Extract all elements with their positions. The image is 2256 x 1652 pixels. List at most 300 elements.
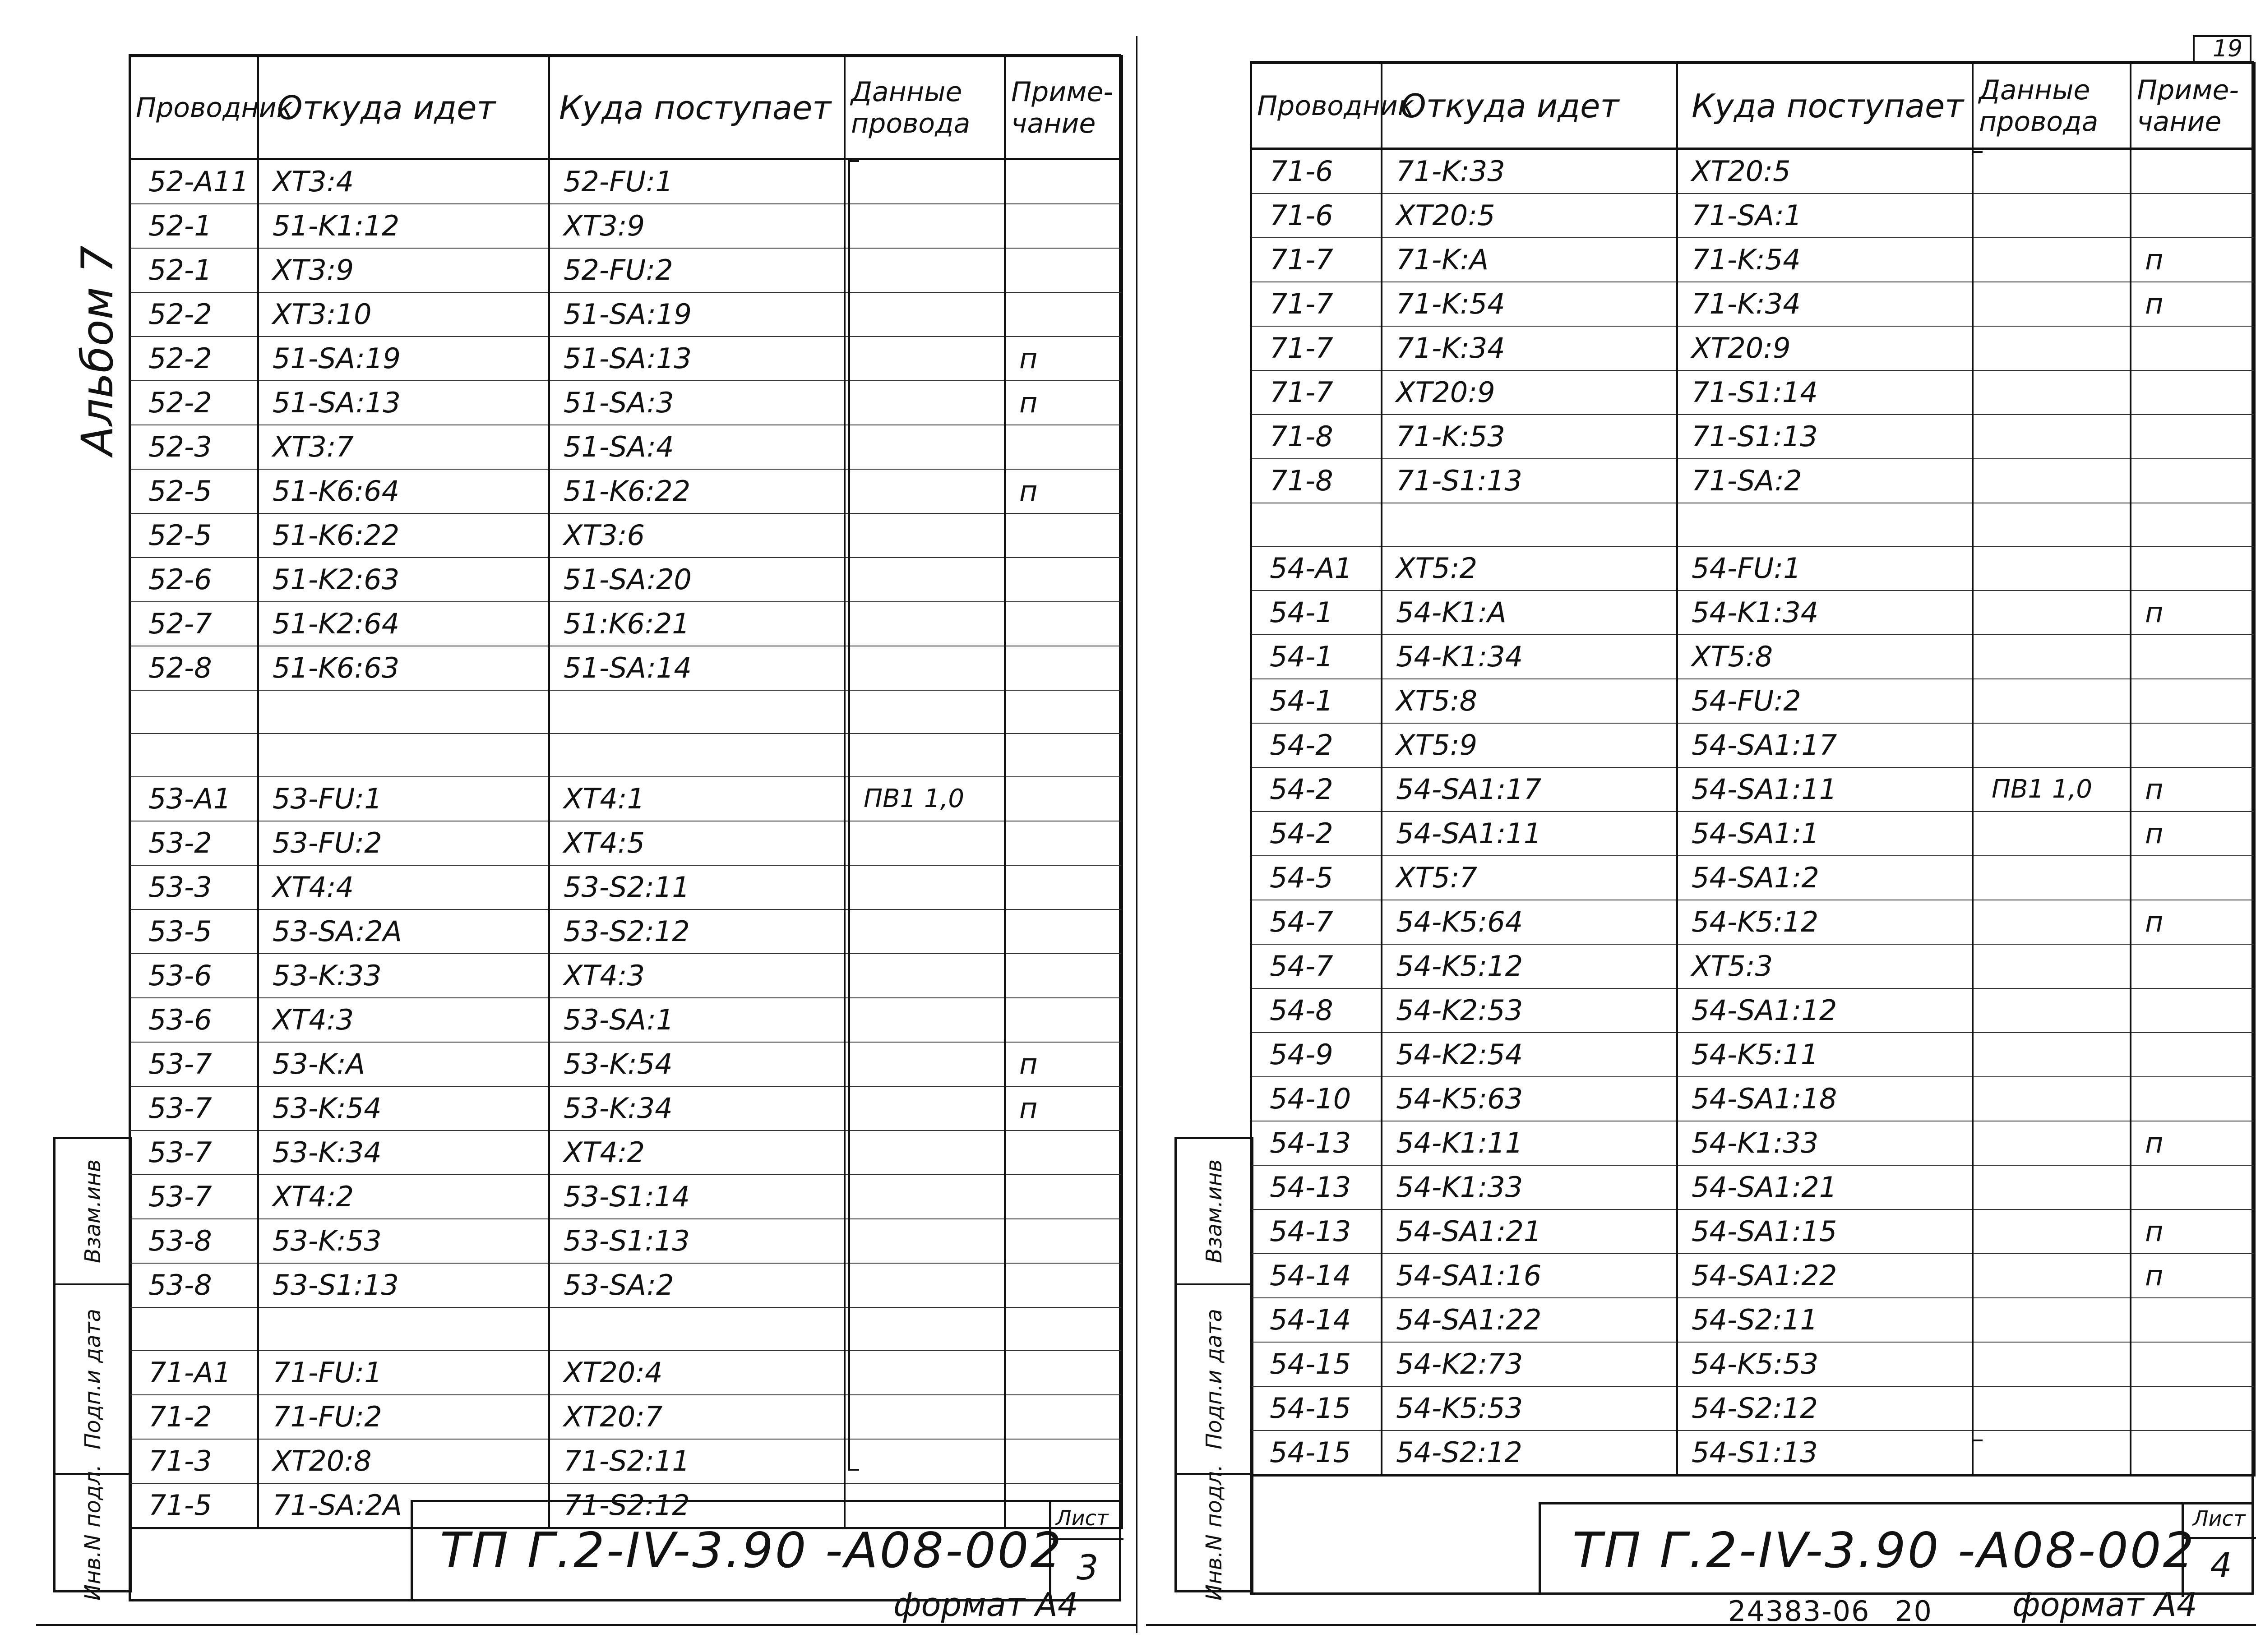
cell-wire-data <box>845 1042 1005 1086</box>
cell-wire-data <box>1973 1254 2131 1298</box>
cell-from: 53-K:53 <box>258 1219 549 1263</box>
cell-from: XT5:7 <box>1382 856 1677 900</box>
cell-from: 53-S1:13 <box>258 1263 549 1307</box>
cell-wire-data <box>1973 370 2131 415</box>
cell-conductor: 54-9 <box>1251 1033 1382 1077</box>
cell-from: 71-K:A <box>1382 238 1677 282</box>
table-row <box>129 292 1122 337</box>
cell-wire-data <box>845 998 1005 1042</box>
cell-to: 51-SA:19 <box>549 292 845 337</box>
cell-to: XT3:6 <box>549 513 845 558</box>
cell-note <box>2131 723 2255 767</box>
cell-conductor: 71-5 <box>129 1483 258 1528</box>
cell-to: 53-S2:12 <box>549 909 845 954</box>
cell-from: 51-K6:63 <box>258 646 549 690</box>
table-row <box>1251 900 2255 944</box>
table-row <box>129 1042 1122 1086</box>
header-note: Приме-чание <box>2131 63 2255 149</box>
table-row <box>129 513 1122 558</box>
cell-from: 54-K1:A <box>1382 591 1677 635</box>
cell-to: 51-SA:13 <box>549 337 845 381</box>
cell-from: 71-K:53 <box>1382 415 1677 459</box>
cell-conductor: 71-7 <box>1251 370 1382 415</box>
cell-note <box>1005 1439 1122 1483</box>
cell-to: XT4:2 <box>549 1131 845 1175</box>
cell-to: XT5:3 <box>1677 944 1973 988</box>
cell-conductor: 54-13 <box>1251 1121 1382 1165</box>
cell-wire-data <box>845 690 1005 734</box>
cell-from: 51-K2:63 <box>258 558 549 602</box>
cell-wire-data <box>1973 723 2131 767</box>
table-row <box>1251 415 2255 459</box>
cell-conductor <box>129 734 258 777</box>
table-row <box>1251 459 2255 503</box>
cell-wire-data <box>1973 1077 2131 1121</box>
cell-wire-data <box>845 381 1005 425</box>
cell-wire-data <box>845 513 1005 558</box>
cell-to: 53-SA:2 <box>549 1263 845 1307</box>
cell-from: XT4:2 <box>258 1175 549 1219</box>
cell-from: 51-SA:13 <box>258 381 549 425</box>
document-code: ТП Г.2-IV-3.90 -А08-002 <box>440 1523 1063 1579</box>
cell-note <box>2131 194 2255 238</box>
table-row <box>1251 856 2255 900</box>
cell-from: XT4:3 <box>258 998 549 1042</box>
cell-to: XT20:7 <box>549 1395 845 1439</box>
cell-wire-data: ПВ1 1,0 <box>845 777 1005 821</box>
table-row <box>1251 812 2255 856</box>
cell-conductor: 52-1 <box>129 204 258 248</box>
table-row <box>129 646 1122 690</box>
cell-from: 54-K1:11 <box>1382 1121 1677 1165</box>
cell-to: XT4:3 <box>549 954 845 998</box>
cell-from: XT20:5 <box>1382 194 1677 238</box>
title-block <box>1539 1502 2254 1595</box>
table-row <box>129 337 1122 381</box>
table-row <box>129 734 1122 777</box>
cell-note <box>1005 1131 1122 1175</box>
cell-wire-data <box>845 1219 1005 1263</box>
cell-to: 71-K:34 <box>1677 282 1973 326</box>
cell-from <box>1382 503 1677 546</box>
cell-conductor: 71-7 <box>1251 238 1382 282</box>
cell-conductor: 52-A11 <box>129 159 258 204</box>
cell-note <box>1005 248 1122 292</box>
cell-to: 54-K1:34 <box>1677 591 1973 635</box>
sheet-label: Лист <box>2193 1506 2246 1531</box>
cell-to <box>549 690 845 734</box>
cell-wire-data <box>1973 812 2131 856</box>
side-cell-inventory: Инв.N подл. <box>55 1473 130 1590</box>
cell-wire-data <box>845 1263 1005 1307</box>
table-row <box>1251 149 2255 194</box>
table-row <box>1251 988 2255 1033</box>
cell-note <box>1005 1263 1122 1307</box>
sheet-label: Лист <box>1056 1506 1109 1530</box>
bottom-edge <box>1146 1624 2256 1626</box>
cell-wire-data <box>1973 1386 2131 1431</box>
cell-to: 51-SA:4 <box>549 425 845 469</box>
header-to: Куда поступает <box>549 56 845 159</box>
cell-conductor: 54-7 <box>1251 944 1382 988</box>
cell-from: 54-SA1:17 <box>1382 767 1677 812</box>
cell-to: 54-K5:12 <box>1677 900 1973 944</box>
cell-to: 54-SA1:15 <box>1677 1209 1973 1254</box>
cell-wire-data <box>1973 635 2131 679</box>
cell-conductor: 52-2 <box>129 292 258 337</box>
cell-conductor: 52-7 <box>129 602 258 646</box>
cell-note <box>2131 546 2255 591</box>
archive-number: 24383-06 <box>1728 1595 1870 1628</box>
cell-to: 54-SA1:12 <box>1677 988 1973 1033</box>
side-cell-signature: Подп.и дата <box>55 1283 130 1473</box>
cell-conductor: 53-7 <box>129 1131 258 1175</box>
cell-from: 51-SA:19 <box>258 337 549 381</box>
cell-wire-data <box>1973 546 2131 591</box>
cell-note <box>1005 558 1122 602</box>
cell-from: XT20:9 <box>1382 370 1677 415</box>
cell-from: 51-K6:64 <box>258 469 549 513</box>
table-row <box>129 1307 1122 1351</box>
cell-from: 53-SA:2A <box>258 909 549 954</box>
cell-to: 54-K5:53 <box>1677 1342 1973 1386</box>
cell-from: XT3:4 <box>258 159 549 204</box>
cell-to: 51:K6:21 <box>549 602 845 646</box>
cell-from: 54-K2:73 <box>1382 1342 1677 1386</box>
cell-from: 54-K5:12 <box>1382 944 1677 988</box>
cell-note: п <box>2131 1254 2255 1298</box>
cell-note: п <box>2131 238 2255 282</box>
cell-to: XT4:1 <box>549 777 845 821</box>
cell-wire-data <box>845 469 1005 513</box>
cell-from: 53-FU:2 <box>258 821 549 865</box>
cell-conductor: 54-2 <box>1251 723 1382 767</box>
cell-conductor: 52-8 <box>129 646 258 690</box>
cell-conductor: 54-13 <box>1251 1209 1382 1254</box>
cell-conductor: 54-A1 <box>1251 546 1382 591</box>
cell-note <box>1005 1395 1122 1439</box>
cell-to: 54-SA1:22 <box>1677 1254 1973 1298</box>
cell-from: 71-K:54 <box>1382 282 1677 326</box>
table-row <box>129 469 1122 513</box>
cell-note <box>1005 1175 1122 1219</box>
cell-to: 53-S2:11 <box>549 865 845 909</box>
table-row <box>129 1175 1122 1219</box>
cell-to: 53-K:34 <box>549 1086 845 1131</box>
cell-to: 53-K:54 <box>549 1042 845 1086</box>
cell-note <box>1005 1219 1122 1263</box>
cell-from: 54-SA1:11 <box>1382 812 1677 856</box>
cell-to: XT4:5 <box>549 821 845 865</box>
cell-conductor: 52-5 <box>129 513 258 558</box>
cell-conductor: 54-2 <box>1251 767 1382 812</box>
header-from: Откуда идет <box>258 56 549 159</box>
cell-note <box>1005 954 1122 998</box>
table-row <box>1251 723 2255 767</box>
cell-wire-data <box>1973 1342 2131 1386</box>
cell-conductor: 53-5 <box>129 909 258 954</box>
table-row <box>1251 635 2255 679</box>
cell-wire-data <box>845 292 1005 337</box>
table-row <box>1251 1386 2255 1431</box>
wiring-table <box>1250 62 2256 1477</box>
cell-from: 71-FU:2 <box>258 1395 549 1439</box>
cell-note <box>2131 679 2255 723</box>
cell-note <box>2131 370 2255 415</box>
cell-conductor: 54-15 <box>1251 1431 1382 1476</box>
cell-conductor: 71-8 <box>1251 459 1382 503</box>
cell-conductor: 53-3 <box>129 865 258 909</box>
table-row <box>129 602 1122 646</box>
cell-conductor <box>129 1307 258 1351</box>
table-row <box>1251 1342 2255 1386</box>
table-row <box>129 690 1122 734</box>
table-row <box>1251 944 2255 988</box>
cell-wire-data <box>1973 503 2131 546</box>
table-row <box>1251 1077 2255 1121</box>
cell-wire-data <box>845 159 1005 204</box>
cell-conductor: 54-15 <box>1251 1386 1382 1431</box>
cell-to: 71-S2:11 <box>549 1439 845 1483</box>
cell-note <box>1005 1307 1122 1351</box>
cell-to: 54-SA1:18 <box>1677 1077 1973 1121</box>
cell-wire-data <box>845 1307 1005 1351</box>
cell-to: 53-SA:1 <box>549 998 845 1042</box>
cell-from: XT3:9 <box>258 248 549 292</box>
cell-note <box>2131 944 2255 988</box>
cell-from: 53-K:34 <box>258 1131 549 1175</box>
cell-note <box>1005 1351 1122 1395</box>
side-strip <box>53 1137 132 1601</box>
side-cell-replacement: Взам.инв <box>80 1159 106 1264</box>
cell-wire-data <box>845 1395 1005 1439</box>
cell-conductor: 71-3 <box>129 1439 258 1483</box>
cell-note <box>2131 1165 2255 1209</box>
cell-note: п <box>1005 1042 1122 1086</box>
cell-to: XT5:8 <box>1677 635 1973 679</box>
cell-conductor <box>1251 503 1382 546</box>
table-row <box>129 248 1122 292</box>
cell-wire-data <box>1973 149 2131 194</box>
cell-from: 54-K1:33 <box>1382 1165 1677 1209</box>
table-row <box>129 1395 1122 1439</box>
table-row <box>1251 1298 2255 1342</box>
cell-note <box>2131 635 2255 679</box>
cell-conductor: 54-1 <box>1251 635 1382 679</box>
table-row <box>129 865 1122 909</box>
bottom-edge <box>36 1624 1137 1626</box>
cell-to: 52-FU:2 <box>549 248 845 292</box>
header-conductor: Проводник <box>1251 63 1382 149</box>
cell-conductor <box>129 690 258 734</box>
cell-wire-data <box>845 1086 1005 1131</box>
cell-wire-data <box>845 425 1005 469</box>
cell-to: 54-SA1:17 <box>1677 723 1973 767</box>
archive-page: 20 <box>1895 1595 1932 1628</box>
table-row <box>1251 238 2255 282</box>
header-conductor: Проводник <box>129 56 258 159</box>
cell-note <box>2131 503 2255 546</box>
cell-from: 54-S2:12 <box>1382 1431 1677 1476</box>
cell-wire-data <box>1973 900 2131 944</box>
wiring-table <box>129 55 1123 1529</box>
cell-note: п <box>1005 469 1122 513</box>
table-row <box>1251 591 2255 635</box>
side-strip <box>1174 1137 1253 1601</box>
table-row <box>129 1219 1122 1263</box>
cell-wire-data: ПВ1 1,0 <box>1973 767 2131 812</box>
cell-conductor: 53-8 <box>129 1219 258 1263</box>
cell-from: 54-SA1:22 <box>1382 1298 1677 1342</box>
cell-from: 53-FU:1 <box>258 777 549 821</box>
table-row <box>129 1351 1122 1395</box>
cell-from: XT5:9 <box>1382 723 1677 767</box>
side-cell-replacement: Взам.инв <box>1201 1159 1227 1264</box>
cell-to: 71-SA:1 <box>1677 194 1973 238</box>
cell-to: 71-S2:12 <box>549 1483 845 1528</box>
cell-note <box>2131 326 2255 370</box>
table-row <box>1251 503 2255 546</box>
table-row <box>129 1086 1122 1131</box>
cell-conductor: 53-7 <box>129 1175 258 1219</box>
cell-conductor: 54-8 <box>1251 988 1382 1033</box>
cell-to: XT3:9 <box>549 204 845 248</box>
table-row <box>129 777 1122 821</box>
cell-note: п <box>1005 337 1122 381</box>
cell-to: 51-K6:22 <box>549 469 845 513</box>
cell-conductor: 71-A1 <box>129 1351 258 1395</box>
cell-note <box>2131 415 2255 459</box>
album-label: Альбом 7 <box>72 245 123 456</box>
cell-note <box>1005 204 1122 248</box>
cell-to: 54-SA1:2 <box>1677 856 1973 900</box>
cell-conductor: 71-2 <box>129 1395 258 1439</box>
cell-conductor: 53-7 <box>129 1086 258 1131</box>
cell-to: 51-SA:3 <box>549 381 845 425</box>
cell-note <box>1005 646 1122 690</box>
cell-from: 54-SA1:16 <box>1382 1254 1677 1298</box>
header-to: Куда поступает <box>1677 63 1973 149</box>
cell-note <box>1005 865 1122 909</box>
cell-conductor: 52-3 <box>129 425 258 469</box>
side-cell-inventory: Инв.N подл. <box>1177 1473 1251 1590</box>
cell-note: п <box>2131 767 2255 812</box>
page-number-box <box>2193 35 2251 63</box>
cell-from: 51-K1:12 <box>258 204 549 248</box>
table-row <box>129 909 1122 954</box>
cell-to: 71-K:54 <box>1677 238 1973 282</box>
cell-wire-data <box>845 1439 1005 1483</box>
cell-to: 54-S2:11 <box>1677 1298 1973 1342</box>
table-row <box>129 204 1122 248</box>
cell-conductor: 54-7 <box>1251 900 1382 944</box>
cell-conductor: 54-1 <box>1251 679 1382 723</box>
cell-wire-data <box>1973 591 2131 635</box>
table-row <box>129 381 1122 425</box>
cell-conductor: 53-2 <box>129 821 258 865</box>
cell-wire-data <box>845 248 1005 292</box>
cell-from <box>258 690 549 734</box>
cell-from <box>258 734 549 777</box>
cell-from: 53-K:54 <box>258 1086 549 1131</box>
right-sheet <box>1137 0 2256 1652</box>
cell-from: 51-K6:22 <box>258 513 549 558</box>
cell-from: 54-K2:54 <box>1382 1033 1677 1077</box>
cell-conductor: 54-13 <box>1251 1165 1382 1209</box>
cell-note <box>2131 1386 2255 1431</box>
cell-conductor: 54-5 <box>1251 856 1382 900</box>
table-row <box>129 954 1122 998</box>
cell-to: 51-SA:14 <box>549 646 845 690</box>
sheet-number: 4 <box>2210 1545 2232 1585</box>
cell-note: п <box>2131 1209 2255 1254</box>
cell-note <box>1005 734 1122 777</box>
cell-conductor: 54-14 <box>1251 1254 1382 1298</box>
cell-conductor: 52-5 <box>129 469 258 513</box>
cell-from: XT5:2 <box>1382 546 1677 591</box>
document-code: ТП Г.2-IV-3.90 -А08-002 <box>1572 1523 2196 1579</box>
table-row <box>129 1439 1122 1483</box>
header-wire-data: Данные провода <box>845 56 1005 159</box>
table-row <box>1251 282 2255 326</box>
cell-from: 53-K:33 <box>258 954 549 998</box>
cell-from: 51-K2:64 <box>258 602 549 646</box>
wire-data-bracket <box>1972 151 1974 1441</box>
table-row <box>1251 546 2255 591</box>
cell-note: п <box>2131 591 2255 635</box>
cell-from: 54-K5:64 <box>1382 900 1677 944</box>
table-row <box>1251 326 2255 370</box>
cell-wire-data <box>845 954 1005 998</box>
cell-note <box>1005 690 1122 734</box>
cell-conductor: 71-8 <box>1251 415 1382 459</box>
cell-to <box>549 1307 845 1351</box>
cell-note <box>1005 998 1122 1042</box>
cell-to: 54-FU:1 <box>1677 546 1973 591</box>
cell-to <box>549 734 845 777</box>
cell-to: 54-FU:2 <box>1677 679 1973 723</box>
cell-wire-data <box>845 821 1005 865</box>
cell-note <box>2131 1342 2255 1386</box>
cell-wire-data <box>1973 459 2131 503</box>
cell-note <box>2131 1298 2255 1342</box>
cell-conductor: 52-2 <box>129 337 258 381</box>
cell-note <box>1005 513 1122 558</box>
cell-from: XT5:8 <box>1382 679 1677 723</box>
table-row <box>129 1131 1122 1175</box>
table-row <box>1251 1254 2255 1298</box>
cell-conductor: 71-6 <box>1251 194 1382 238</box>
cell-from: XT20:8 <box>258 1439 549 1483</box>
cell-from: 71-K:33 <box>1382 149 1677 194</box>
cell-note: п <box>1005 381 1122 425</box>
table-row <box>1251 194 2255 238</box>
cell-wire-data <box>1973 282 2131 326</box>
cell-wire-data <box>1973 194 2131 238</box>
cell-from: 54-K5:53 <box>1382 1386 1677 1431</box>
cell-note <box>2131 988 2255 1033</box>
cell-to: 54-K1:33 <box>1677 1121 1973 1165</box>
cell-note <box>2131 149 2255 194</box>
cell-to: 54-SA1:11 <box>1677 767 1973 812</box>
cell-from: XT4:4 <box>258 865 549 909</box>
cell-conductor: 53-8 <box>129 1263 258 1307</box>
cell-to: 54-K5:11 <box>1677 1033 1973 1077</box>
cell-note <box>1005 821 1122 865</box>
cell-to: 54-SA1:21 <box>1677 1165 1973 1209</box>
cell-to: XT20:5 <box>1677 149 1973 194</box>
cell-wire-data <box>1973 856 2131 900</box>
